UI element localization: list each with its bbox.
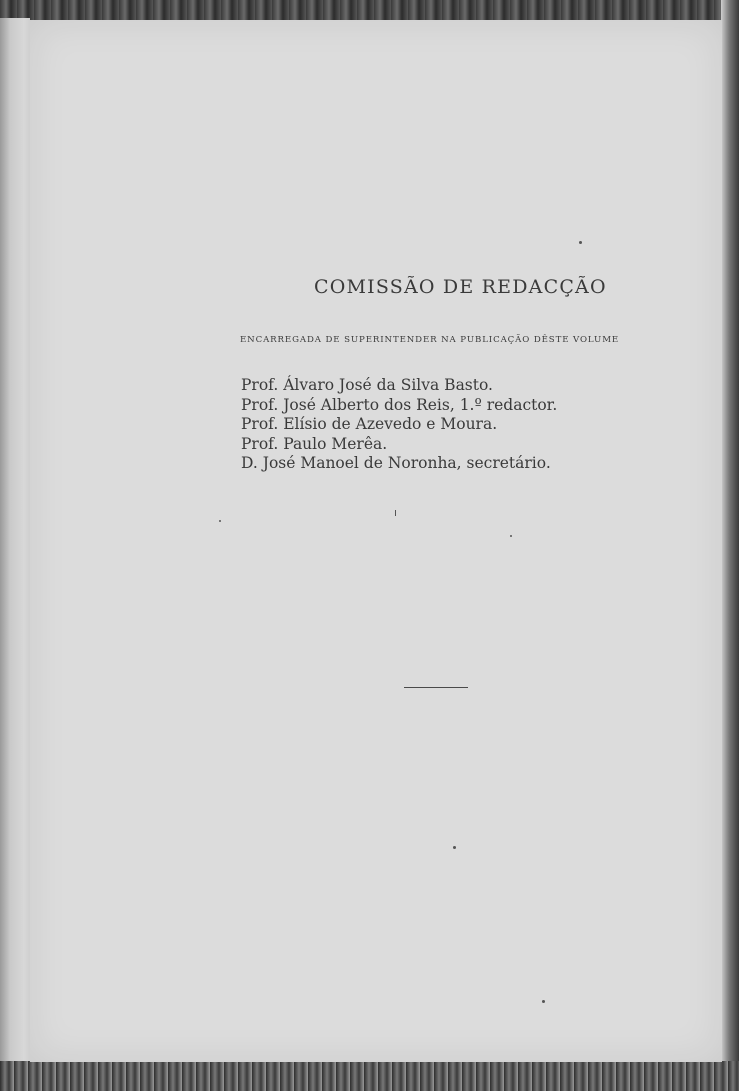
book-right-edge bbox=[721, 0, 739, 1091]
decorative-rule bbox=[404, 687, 468, 688]
member-line: Prof. Elísio de Azevedo e Moura. bbox=[241, 415, 498, 433]
book-bottom-edge bbox=[0, 1061, 739, 1091]
member-line: Prof. Paulo Merêa. bbox=[241, 434, 388, 453]
binding-shadow bbox=[0, 18, 30, 1091]
member-list bbox=[241, 376, 557, 474]
paper-speck bbox=[579, 241, 582, 244]
committee-subheading: ENCARREGADA DE SUPERINTENDER NA PUBLICAÇÃO DÊSTE VOLUME bbox=[240, 335, 620, 345]
committee-heading: COMISSÃO DE REDACÇÃO bbox=[314, 276, 607, 298]
paper-speck bbox=[510, 535, 512, 537]
paper-page bbox=[30, 20, 722, 1062]
paper-speck bbox=[542, 1000, 545, 1003]
member-line: D. José Manoel de Noronha, secretário. bbox=[241, 454, 551, 472]
member-line: Prof. José Alberto dos Reis, 1.º redactor. bbox=[241, 395, 558, 414]
paper-speck bbox=[453, 846, 456, 849]
paper-speck bbox=[219, 520, 221, 522]
paper-speck bbox=[395, 510, 396, 516]
book-top-edge bbox=[0, 0, 739, 22]
member-line: Prof. Álvaro José da Silva Basto. bbox=[241, 376, 493, 394]
